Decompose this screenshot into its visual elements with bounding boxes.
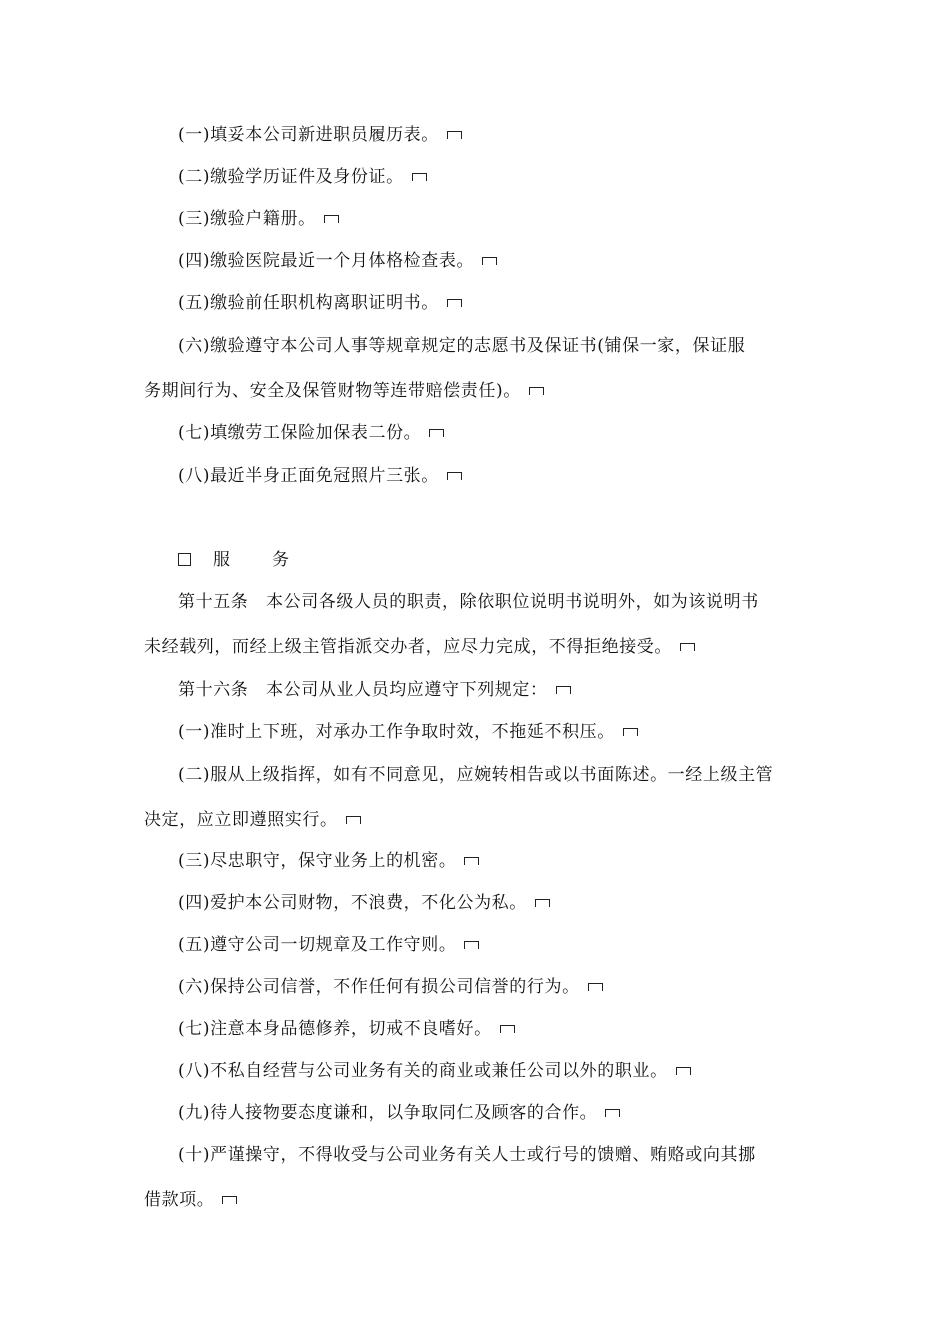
article16-item-9: [178, 1102, 620, 1124]
article16-item-5: [178, 934, 479, 956]
article16-item-2-text: (二)服从上级指挥，如有不同意见，应婉转相告或以书面陈述。一经上级主管: [178, 765, 774, 785]
intro-item-5-text: (五)缴验前任职机构离职证明书。: [178, 293, 439, 313]
intro-item-8-text: (八)最近半身正面免冠照片三张。: [178, 466, 439, 486]
paragraph-mark-icon: [535, 899, 550, 907]
article16-item-6: [178, 976, 603, 998]
paragraph-mark-icon: [500, 1025, 515, 1033]
paragraph-mark-icon: [605, 1109, 620, 1117]
article16-item-10-text: (十)严谨操守，不得收受与公司业务有关人士或行号的馈赠、贿赂或向其挪: [178, 1145, 756, 1165]
article15-text-cont: 未经载列，而经上级主管指派交办者，应尽力完成，不得拒绝接受。: [144, 637, 672, 657]
intro-item-7-text: (七)填缴劳工保险加保表二份。: [178, 423, 422, 443]
section-heading: [178, 549, 289, 571]
article16-item-8: [178, 1060, 691, 1082]
paragraph-mark-icon: [529, 387, 544, 395]
section-heading-char-1: 服: [213, 550, 230, 570]
paragraph-mark-icon: [324, 215, 339, 223]
article16-item-10-line2: [144, 1189, 237, 1211]
paragraph-mark-icon: [447, 299, 462, 307]
intro-item-1: [178, 124, 462, 146]
paragraph-mark-icon: [412, 173, 427, 181]
paragraph-mark-icon: [222, 1196, 237, 1204]
article16-item-2-line1: [178, 764, 773, 786]
article16-intro: [178, 679, 571, 701]
intro-item-3-text: (三)缴验户籍册。: [178, 209, 316, 229]
intro-item-6-text: (六)缴验遵守本公司人事等规章规定的志愿书及保证书(铺保一家，保证服: [178, 336, 746, 356]
intro-item-8: [178, 465, 462, 487]
intro-item-6-line2: [144, 380, 544, 402]
article16-item-9-text: (九)待人接物要态度谦和，以争取同仁及顾客的合作。: [178, 1103, 598, 1123]
article15-text: 第十五条 本公司各级人员的职责，除依职位说明书说明外，如为该说明书: [178, 592, 759, 612]
intro-item-6-text-cont: 务期间行为、安全及保管财物等连带赔偿责任)。: [144, 381, 521, 401]
article16-item-7-text: (七)注意本身品德修养，切戒不良嗜好。: [178, 1019, 492, 1039]
paragraph-mark-icon: [623, 728, 638, 736]
article16-item-10-line1: [178, 1144, 756, 1166]
checkbox-square-icon: [178, 553, 191, 566]
article15-line1: [178, 591, 759, 613]
section-heading-char-2: 务: [272, 550, 289, 570]
intro-item-6-line1: [178, 335, 745, 357]
intro-item-7: [178, 422, 444, 444]
paragraph-mark-icon: [429, 429, 444, 437]
intro-item-2: [178, 166, 427, 188]
article16-item-2-line2: [144, 809, 361, 831]
paragraph-mark-icon: [447, 472, 462, 480]
article15-line2: [144, 636, 695, 658]
article16-item-8-text: (八)不私自经营与公司业务有关的商业或兼任公司以外的职业。: [178, 1061, 668, 1081]
article16-item-3: [178, 850, 479, 872]
article16-item-10-text-cont: 借款项。: [144, 1190, 215, 1210]
article16-item-2-text-cont: 决定，应立即遵照实行。: [144, 810, 338, 830]
paragraph-mark-icon: [482, 257, 497, 265]
article16-item-6-text: (六)保持公司信誉，不作任何有损公司信誉的行为。: [178, 977, 580, 997]
article16-item-7: [178, 1018, 515, 1040]
intro-item-4-text: (四)缴验医院最近一个月体格检查表。: [178, 251, 475, 271]
intro-item-4: [178, 250, 497, 272]
intro-item-2-text: (二)缴验学历证件及身份证。: [178, 167, 404, 187]
paragraph-mark-icon: [680, 643, 695, 651]
intro-item-3: [178, 208, 339, 230]
article16-intro-text: 第十六条 本公司从业人员均应遵守下列规定：: [178, 680, 548, 700]
paragraph-mark-icon: [447, 131, 462, 139]
paragraph-mark-icon: [346, 816, 361, 824]
intro-item-1-text: (一)填妥本公司新进职员履历表。: [178, 125, 439, 145]
article16-item-1: [178, 721, 638, 743]
article16-item-4: [178, 892, 550, 914]
intro-item-5: [178, 292, 462, 314]
article16-item-3-text: (三)尽忠职守，保守业务上的机密。: [178, 851, 457, 871]
paragraph-mark-icon: [464, 941, 479, 949]
paragraph-mark-icon: [464, 857, 479, 865]
paragraph-mark-icon: [588, 983, 603, 991]
paragraph-mark-icon: [556, 686, 571, 694]
paragraph-mark-icon: [676, 1067, 691, 1075]
article16-item-5-text: (五)遵守公司一切规章及工作守则。: [178, 935, 457, 955]
article16-item-1-text: (一)准时上下班，对承办工作争取时效，不拖延不积压。: [178, 722, 615, 742]
article16-item-4-text: (四)爱护本公司财物，不浪费，不化公为私。: [178, 893, 527, 913]
